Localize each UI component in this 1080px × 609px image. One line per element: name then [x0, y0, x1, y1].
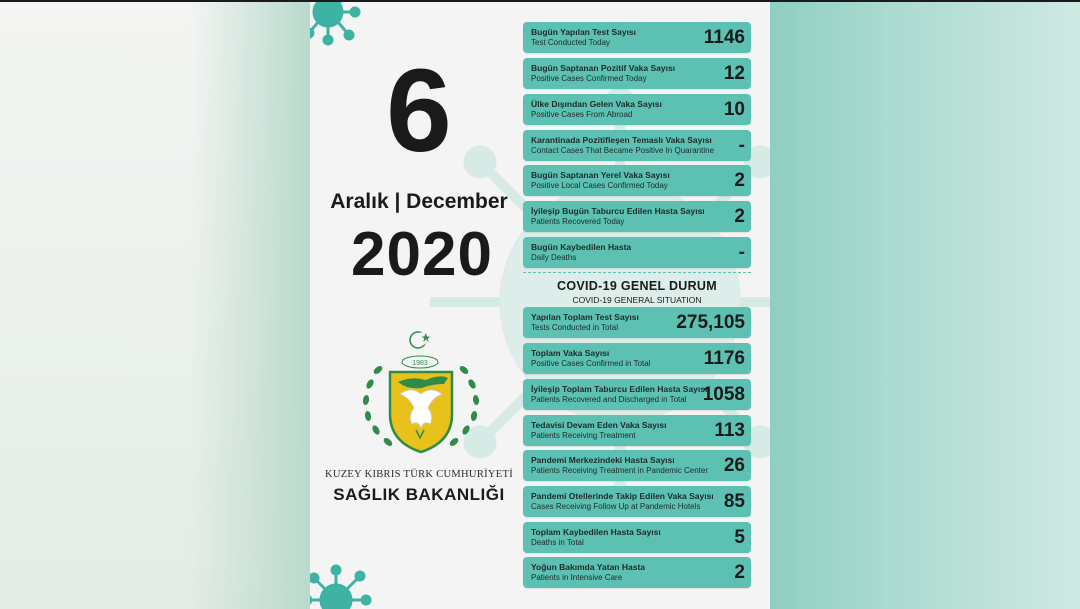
stat-value: -	[738, 242, 745, 263]
stat-label-en: Daily Deaths	[531, 253, 577, 262]
stat-value: 1176	[703, 348, 745, 369]
stat-label-tr: Bugün Kaybedilen Hasta	[531, 242, 632, 252]
date-year: 2020	[351, 220, 493, 289]
stat-label-en: Patients Recovered and Discharged in Total	[531, 395, 687, 404]
stat-label-en: Positive Cases From Abroad	[531, 110, 633, 119]
stat-value: 2	[734, 170, 745, 191]
stat-value: 5	[734, 527, 745, 548]
background-right	[770, 0, 1080, 609]
general-status-title: COVID-19 GENEL DURUM	[557, 279, 717, 293]
virus-icon	[310, 2, 364, 46]
stat-value: 1146	[703, 27, 745, 48]
stat-value: 85	[723, 491, 745, 512]
general-status-subtitle: COVID-19 GENERAL SITUATION	[572, 295, 702, 305]
stat-local-today	[523, 165, 751, 196]
stat-under-treatment	[523, 415, 751, 446]
covid-bulletin-poster	[310, 2, 770, 609]
stat-value: -	[738, 135, 745, 156]
stat-tests-total	[523, 307, 751, 338]
stat-label-en: Tests Conducted in Total	[531, 323, 619, 332]
emblem-year: 1983	[412, 360, 428, 367]
stat-tests-today	[523, 22, 751, 53]
stat-label-tr: Ülke Dışından Gelen Vaka Sayısı	[531, 99, 662, 109]
stat-label-en: Positive Cases Confirmed Today	[531, 74, 647, 83]
stat-label-en: Deaths in Total	[531, 538, 584, 547]
ministry-name: SAĞLIK BAKANLIĞI	[333, 485, 505, 504]
stat-value: 113	[714, 420, 745, 441]
stat-value: 10	[723, 99, 745, 120]
stat-deaths-total	[523, 522, 751, 553]
stat-label-tr: Pandemi Otellerinde Takip Edilen Vaka Sayısı	[531, 491, 714, 501]
stat-cases-total	[523, 343, 751, 374]
stat-label-tr: Pandemi Merkezindeki Hasta Sayısı	[531, 455, 675, 465]
stat-label-tr: Yapılan Toplam Test Sayısı	[531, 312, 639, 322]
virus-icon	[310, 562, 374, 609]
stat-intensive-care	[523, 557, 751, 588]
stat-label-tr: İyileşip Toplam Taburcu Edilen Hasta Sayısı	[531, 384, 708, 394]
stat-label-tr: Bugün Saptanan Pozitif Vaka Sayısı	[531, 63, 676, 73]
stat-value: 26	[723, 455, 745, 476]
stat-pandemic-hotels	[523, 486, 751, 517]
stat-label-en: Contact Cases That Became Positive In Quarantine	[531, 146, 715, 155]
stat-pandemic-center	[523, 450, 751, 481]
stat-label-tr: Toplam Vaka Sayısı	[531, 348, 610, 358]
stat-label-en: Positive Local Cases Confirmed Today	[531, 181, 668, 190]
stat-recovered-total	[523, 379, 751, 410]
date-month: Aralık | December	[330, 190, 508, 213]
stat-label-tr: Toplam Kaybedilen Hasta Sayısı	[531, 527, 661, 537]
stat-value: 12	[723, 63, 745, 84]
stat-positive-today	[523, 58, 751, 89]
stat-value: 2	[734, 562, 745, 583]
stat-value: 2	[734, 206, 745, 227]
stat-label-en: Test Conducted Today	[531, 38, 611, 47]
date-day: 6	[386, 45, 450, 177]
stat-cases-abroad	[523, 94, 751, 125]
stat-label-tr: İyileşip Bugün Taburcu Edilen Hasta Sayısı	[531, 206, 705, 216]
stat-quarantine-contacts	[523, 130, 751, 161]
stat-value: 275,105	[676, 312, 745, 333]
stat-label-tr: Yoğun Bakımda Yatan Hasta	[531, 562, 645, 572]
stat-label-en: Patients Receiving Treatment in Pandemic Center	[531, 466, 708, 475]
stat-label-tr: Karantinada Pozitifleşen Temaslı Vaka Sayısı	[531, 135, 712, 145]
country-name: KUZEY KIBRIS TÜRK CUMHURİYETİ	[324, 469, 514, 480]
stat-label-tr: Bugün Yapılan Test Sayısı	[531, 27, 637, 37]
stat-deaths-today	[523, 237, 751, 268]
stat-recovered-today	[523, 201, 751, 232]
stat-label-en: Positive Cases Confirmed in Total	[531, 359, 651, 368]
stat-label-en: Patients Recovered Today	[531, 217, 625, 226]
stat-value: 1058	[702, 384, 745, 405]
trnc-emblem-icon	[356, 324, 486, 464]
stat-label-en: Patients Receiving Treatment	[531, 431, 636, 440]
section-divider	[523, 272, 751, 273]
stat-label-tr: Tedavisi Devam Eden Vaka Sayısı	[531, 420, 667, 430]
crescent-star-icon	[410, 332, 431, 348]
stat-label-en: Cases Receiving Follow Up at Pandemic Hotels	[531, 502, 701, 511]
stat-label-tr: Bugün Saptanan Yerel Vaka Sayısı	[531, 170, 670, 180]
stat-label-en: Patients in Intensive Care	[531, 573, 623, 582]
background-left	[0, 0, 310, 609]
